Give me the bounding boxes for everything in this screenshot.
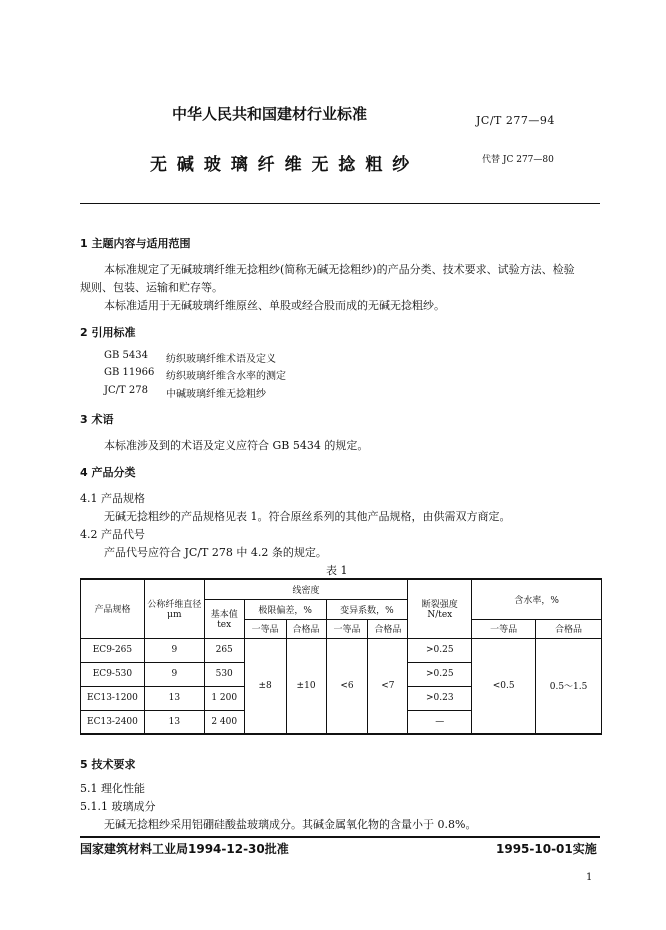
cell-dev-first: ±8: [244, 638, 286, 734]
col-header-diameter-unit: μm: [167, 610, 182, 621]
section-4-heading: 4 产品分类: [80, 466, 136, 479]
subsection-4-1-para: 无碱无捻粗纱的产品规格见表 1。符合原丝系列的其他产品规格，由供需双方商定。: [104, 510, 511, 523]
footer-rule: [80, 836, 600, 838]
reference-code: GB 5434: [104, 350, 148, 361]
col-header-diameter: [144, 579, 204, 638]
cell-moisture-first: <0.5: [472, 638, 536, 734]
cell-strength: >0.23: [408, 686, 472, 710]
subsection-4-2-para: 产品代号应符合 JC/T 278 中 4.2 条的规定。: [104, 546, 327, 559]
page-number: 1: [586, 872, 593, 883]
standard-code: JC/T 277—94: [476, 114, 555, 127]
effective-note: 1995-10-01实施: [496, 842, 597, 856]
product-spec-table: [80, 578, 602, 735]
cell-base: 530: [204, 662, 244, 686]
reference-title: 纺织玻璃纤维术语及定义: [166, 354, 276, 365]
cell-diameter: 13: [144, 686, 204, 710]
section-1-para-1a: 本标准规定了无碱玻璃纤维无捻粗纱(简称无碱无捻粗纱)的产品分类、技术要求、试验方法、检验: [104, 263, 575, 276]
reference-title: 纺织玻璃纤维含水率的测定: [166, 371, 286, 382]
approval-note: 国家建筑材料工业局1994-12-30批准: [80, 842, 289, 856]
section-3-heading: 3 术语: [80, 413, 114, 426]
cell-moisture-qualified: 0.5～1.5: [536, 638, 602, 734]
table-caption: 表 1: [326, 564, 348, 577]
subsection-5-1-1-para: 无碱无捻粗纱采用铝硼硅酸盐玻璃成分。其碱金属氧化物的含量小于 0.8%。: [104, 818, 477, 831]
col-header-strength-unit: N/tex: [427, 610, 453, 621]
document-title: 无 碱 玻 璃 纤 维 无 捻 粗 纱: [150, 155, 412, 175]
col-header-diameter-label: 公称纤维直径: [147, 600, 202, 611]
col-header-strength: [408, 579, 472, 638]
reference-code: GB 11966: [104, 367, 155, 378]
cell-diameter: 13: [144, 710, 204, 734]
section-2-heading: 2 引用标准: [80, 326, 136, 339]
reference-code: JC/T 278: [104, 385, 148, 396]
col-header-deviation: 极限偏差，%: [244, 599, 326, 619]
cell-cv-first: <6: [326, 638, 368, 734]
section-1-para-1b: 规则、包装、运输和贮存等。: [80, 281, 223, 294]
cell-strength: —: [408, 710, 472, 734]
section-1-heading: 1 主题内容与适用范围: [80, 237, 191, 250]
col-header-spec: 产品规格: [81, 579, 145, 638]
cell-strength: >0.25: [408, 662, 472, 686]
col-header-moisture: 含水率，%: [472, 579, 602, 619]
col-header-grade-qualified: 合格品: [536, 619, 602, 638]
col-header-base-unit: tex: [217, 620, 232, 630]
col-header-base: [204, 599, 244, 638]
col-header-strength-label: 断裂强度: [421, 600, 458, 611]
section-5-heading: 5 技术要求: [80, 758, 136, 771]
cell-dev-qualified: ±10: [286, 638, 326, 734]
col-header-grade-qualified: 合格品: [368, 619, 408, 638]
col-header-cv: 变异系数，%: [326, 599, 408, 619]
cell-spec: EC9-530: [81, 662, 145, 686]
subsection-5-1-heading: 5.1 理化性能: [80, 782, 145, 795]
cell-strength: >0.25: [408, 638, 472, 662]
subsection-4-2-heading: 4.2 产品代号: [80, 528, 145, 541]
col-header-grade-qualified: 合格品: [286, 619, 326, 638]
cell-base: 1 200: [204, 686, 244, 710]
replaces-note: 代替 JC 277—80: [482, 155, 554, 165]
col-header-linear-density: 线密度: [204, 579, 408, 599]
section-1-para-2: 本标准适用于无碱玻璃纤维原丝、单股或经合股而成的无碱无捻粗纱。: [104, 299, 445, 312]
header-rule: [80, 203, 600, 204]
cell-cv-qualified: <7: [368, 638, 408, 734]
cell-base: 2 400: [204, 710, 244, 734]
cell-spec: EC9-265: [81, 638, 145, 662]
reference-title: 中碱玻璃纤维无捻粗纱: [166, 389, 266, 400]
section-3-para: 本标准涉及到的术语及定义应符合 GB 5434 的规定。: [104, 439, 369, 452]
cell-diameter: 9: [144, 662, 204, 686]
cell-spec: EC13-2400: [81, 710, 145, 734]
cell-spec: EC13-1200: [81, 686, 145, 710]
subsection-5-1-1-heading: 5.1.1 玻璃成分: [80, 800, 156, 813]
cell-diameter: 9: [144, 638, 204, 662]
table-row: [81, 638, 602, 662]
cell-base: 265: [204, 638, 244, 662]
col-header-grade-first: 一等品: [326, 619, 368, 638]
subsection-4-1-heading: 4.1 产品规格: [80, 492, 145, 505]
col-header-grade-first: 一等品: [472, 619, 536, 638]
col-header-base-label: 基本值: [210, 610, 238, 620]
col-header-grade-first: 一等品: [244, 619, 286, 638]
issuing-authority: 中华人民共和国建材行业标准: [172, 105, 368, 123]
